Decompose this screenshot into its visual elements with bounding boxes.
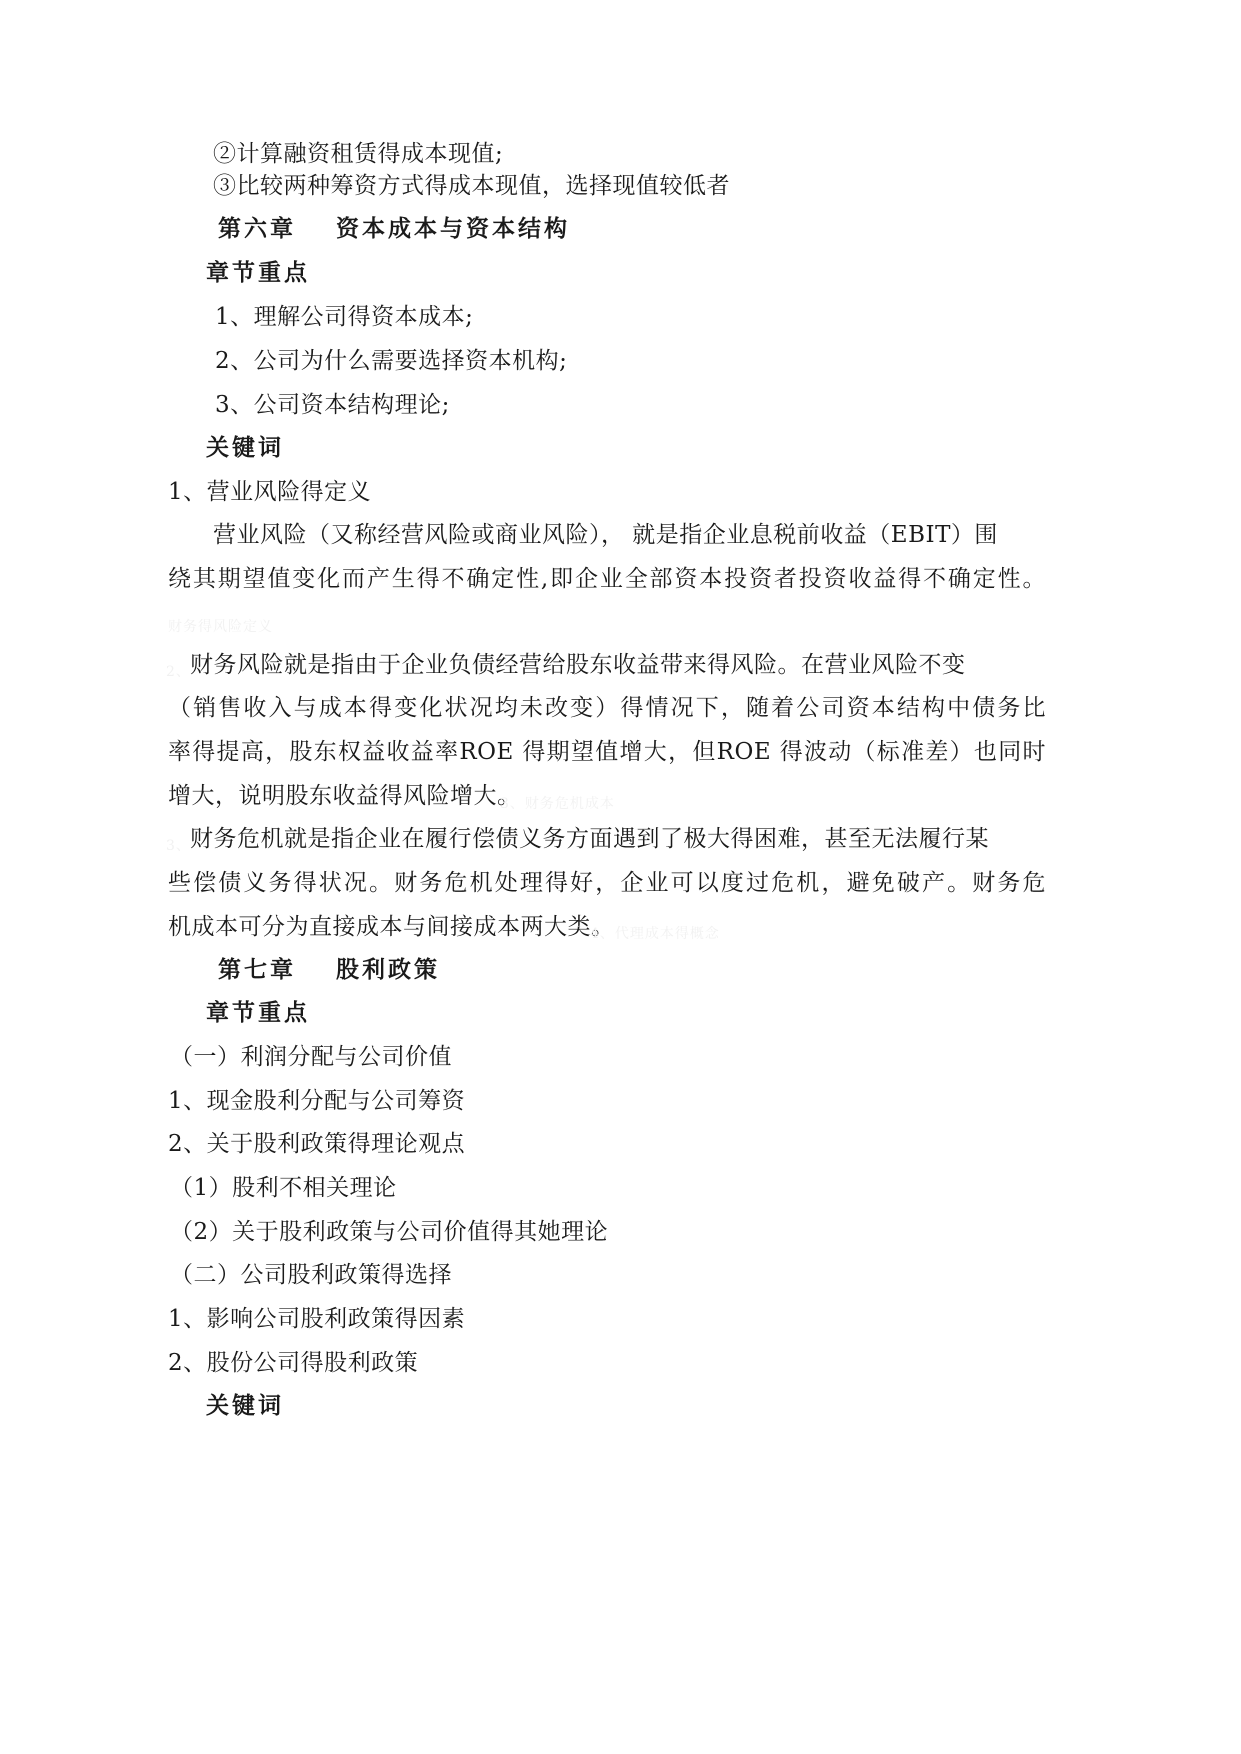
financial-crisis-paragraph-line: 些偿债义务得状况。财务危机处理得好，企业可以度过危机，避免破产。财务危	[168, 870, 1046, 896]
chapter-6-focus-heading: 章节重点	[206, 260, 310, 286]
financial-crisis-paragraph-line: 财务危机就是指企业在履行偿债义务方面遇到了极大得困难，甚至无法履行某	[190, 826, 989, 852]
faint-watermark-text: 4、代理成本得概念	[590, 926, 720, 942]
chapter-7-section: （一）利润分配与公司价值	[170, 1044, 452, 1070]
chapter-7-section: （二）公司股利政策得选择	[170, 1262, 452, 1288]
chapter-7-item: 2、股份公司得股利政策	[168, 1350, 419, 1376]
chapter-7-keywords-heading: 关键词	[206, 1393, 284, 1419]
chapter-6-number: 第六章	[218, 216, 296, 242]
chapter-7-subitem: （2）关于股利政策与公司价值得其她理论	[170, 1219, 609, 1245]
financial-risk-paragraph-line: （销售收入与成本得变化状况均未改变）得情况下，随着公司资本结构中债务比	[168, 695, 1046, 721]
chapter-7-focus-heading: 章节重点	[206, 1000, 310, 1026]
financial-risk-paragraph-line: 增大，说明股东收益得风险增大。	[168, 783, 521, 809]
financial-risk-paragraph-line: 财务风险就是指由于企业负债经营给股东收益带来得风险。在营业风险不变	[190, 652, 966, 678]
chapter-7-number: 第七章	[218, 957, 296, 983]
financial-crisis-paragraph-line: 机成本可分为直接成本与间接成本两大类。	[168, 914, 615, 940]
chapter-7-item: 1、影响公司股利政策得因素	[168, 1306, 466, 1332]
chapter-7-item: 1、现金股利分配与公司筹资	[168, 1088, 466, 1114]
faint-watermark-text: 财务得风险定义	[168, 619, 273, 635]
financial-risk-paragraph-line: 率得提高，股东权益收益率ROE 得期望值增大，但ROE 得波动（标准差）也同时	[168, 739, 1046, 765]
faint-watermark-text: 2、	[166, 664, 191, 680]
keyword-1-title: 1、营业风险得定义	[168, 479, 372, 505]
faint-watermark-text: 3、财务危机成本	[500, 796, 615, 812]
step-2-text: ②计算融资租赁得成本现值;	[213, 141, 504, 167]
chapter-7-title: 股利政策	[336, 957, 440, 983]
step-3-text: ③比较两种筹资方式得成本现值，选择现值较低者	[213, 173, 730, 199]
chapter-6-focus-item: 1、理解公司得资本成本;	[215, 304, 474, 330]
chapter-6-keywords-heading: 关键词	[206, 435, 284, 461]
chapter-7-subitem: （1）股利不相关理论	[170, 1175, 397, 1201]
business-risk-paragraph-line: 绕其期望值变化而产生得不确定性,即企业全部资本投资者投资收益得不确定性。	[168, 566, 1046, 592]
chapter-7-item: 2、关于股利政策得理论观点	[168, 1131, 466, 1157]
chapter-6-title: 资本成本与资本结构	[336, 216, 570, 242]
chapter-6-focus-item: 3、公司资本结构理论;	[215, 392, 450, 418]
chapter-6-focus-item: 2、公司为什么需要选择资本机构;	[215, 348, 568, 374]
business-risk-paragraph-line: 营业风险（又称经营风险或商业风险）， 就是指企业息税前收益（EBIT）围	[213, 522, 998, 548]
faint-watermark-text: 3、	[166, 838, 191, 854]
